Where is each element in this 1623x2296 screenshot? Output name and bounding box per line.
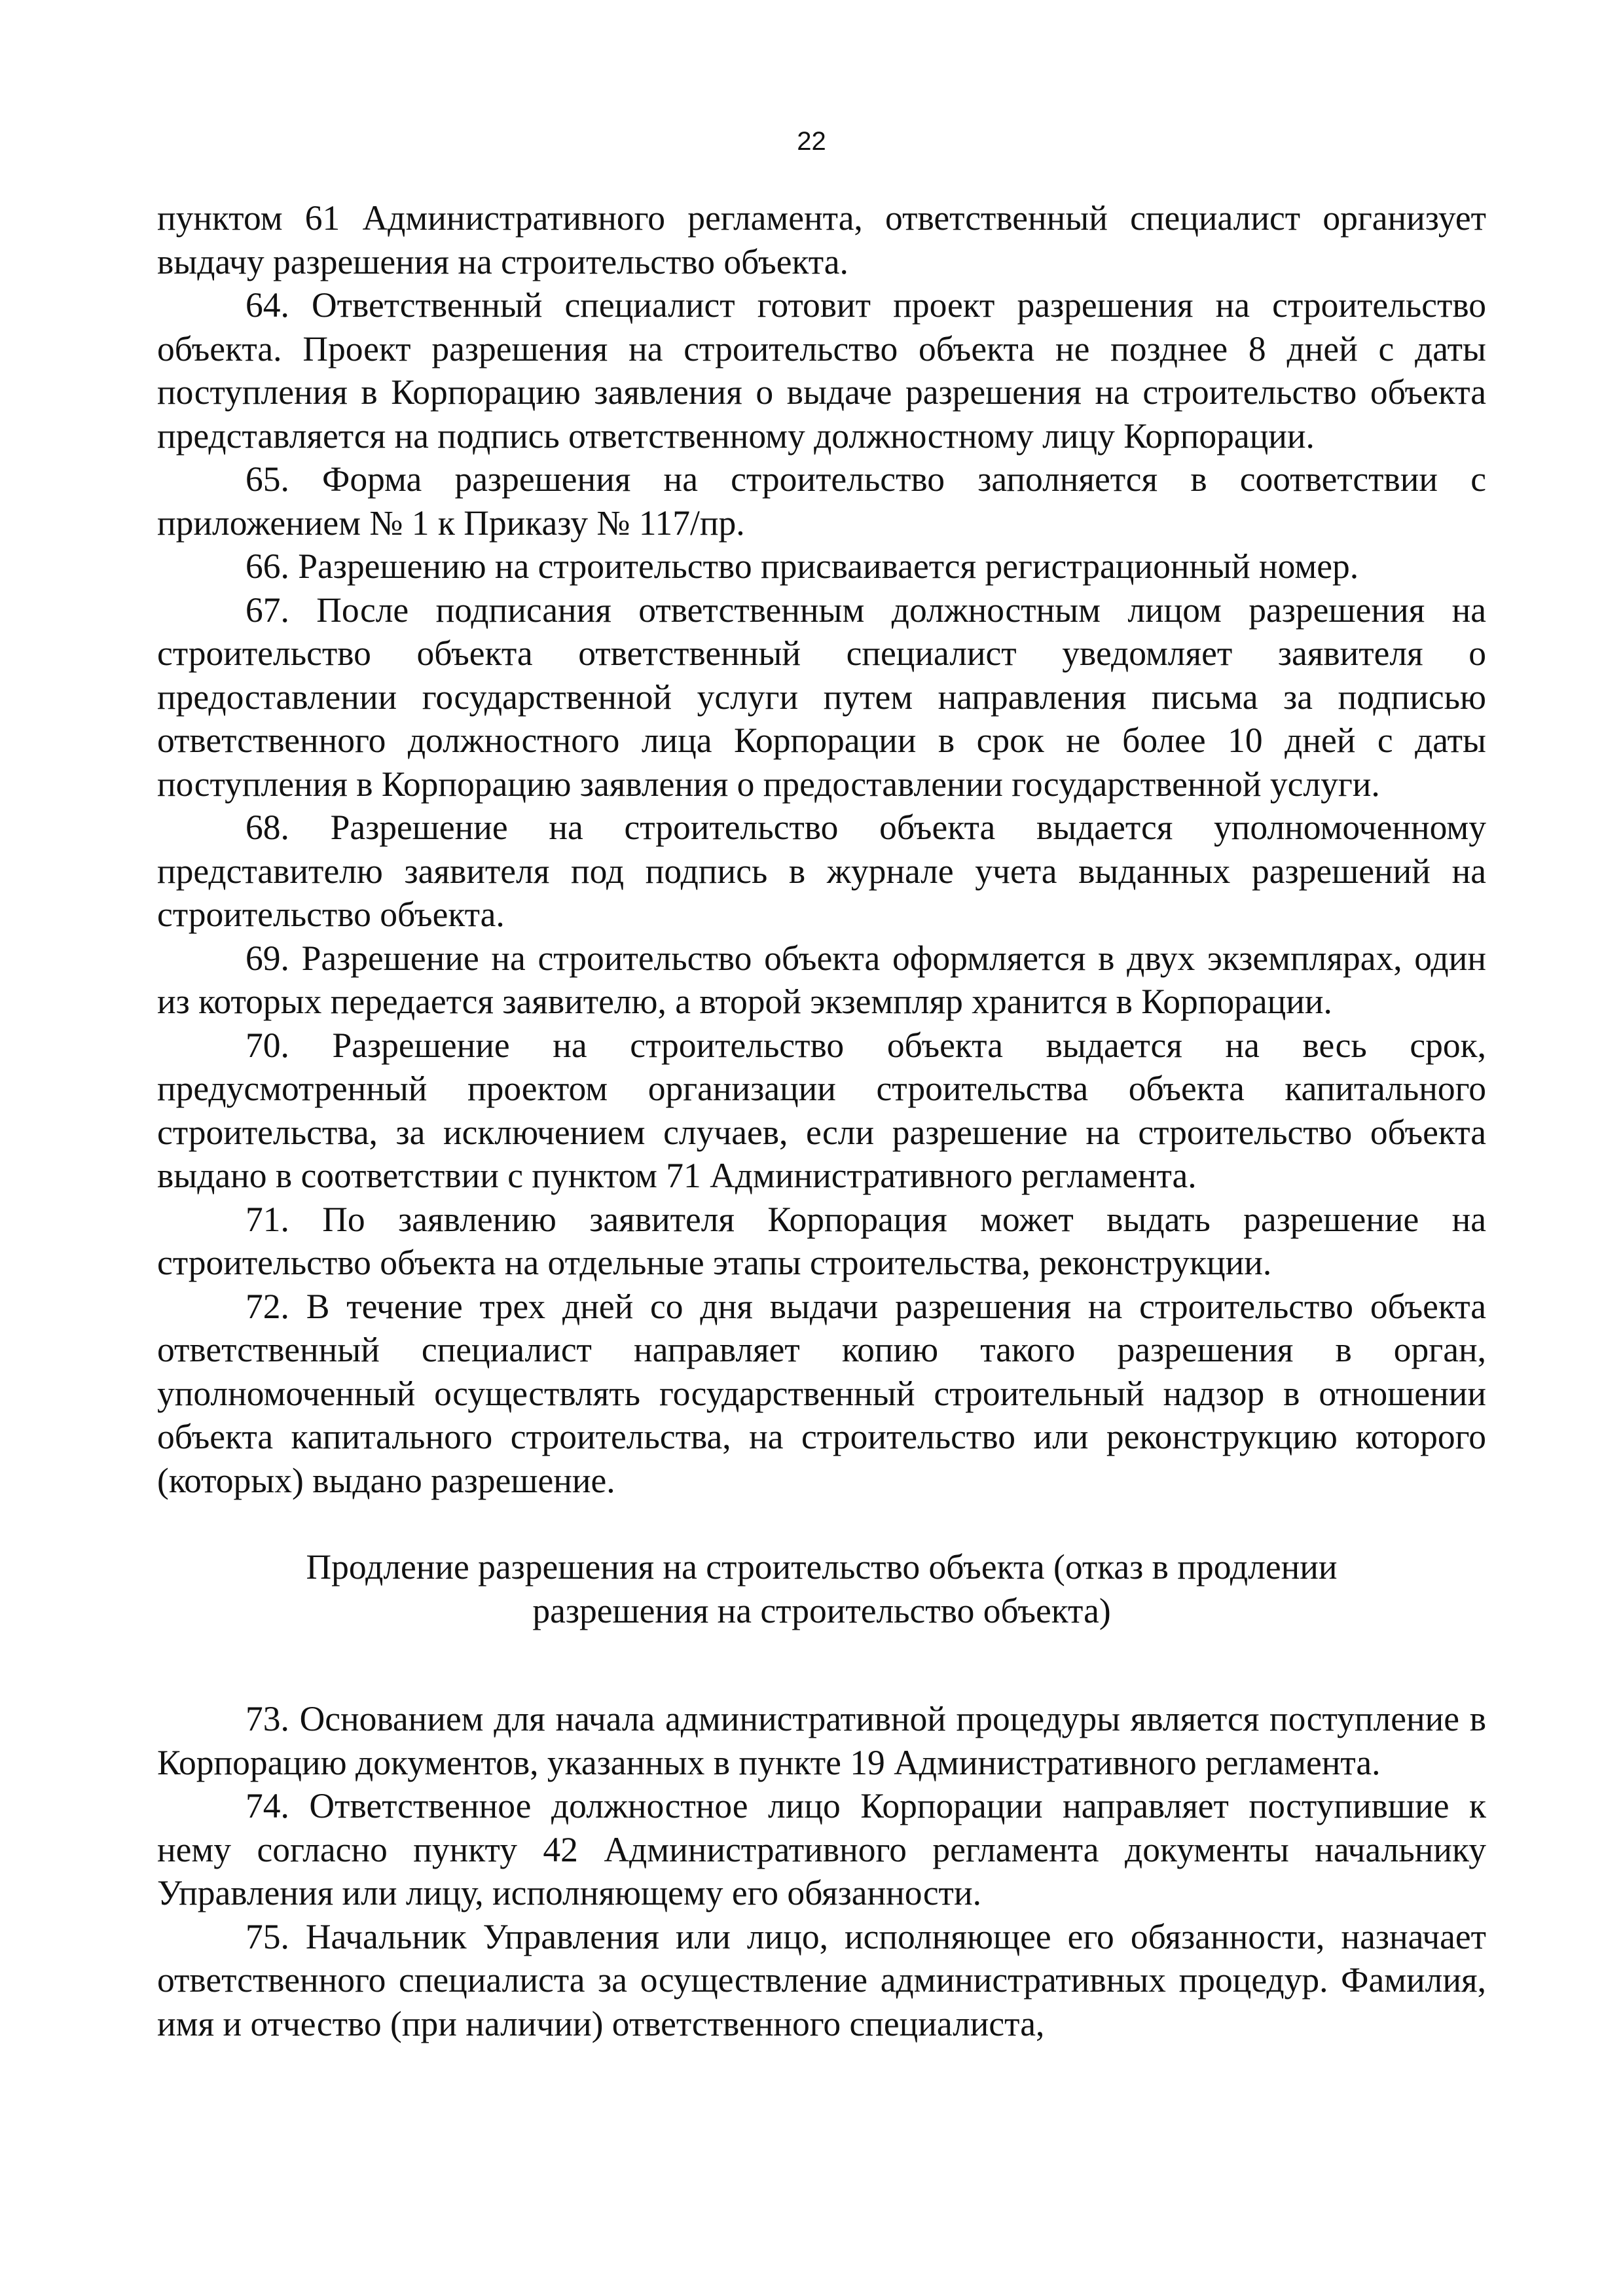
paragraph-64: 64. Ответственный специалист готовит проект разрешения на строительство объекта. Проект разрешения на строительство объекта не позднее 8 дней с даты поступления в Корпорацию заявления о выдаче разрешения на строительство объекта представляется на подпись ответственному должностному лицу Корпорации. (157, 285, 1486, 456)
section-heading-line-1: Продление разрешения на строительство объекта (отказ в продлении (306, 1547, 1338, 1587)
paragraph-75: 75. Начальник Управления или лицо, исполняющее его обязанности, назначает ответственного специалиста за осуществление административных процедур. Фамилия, имя и отчество (при наличии) ответственного специалиста, (157, 1916, 1486, 2043)
section-heading-line-2: разрешения на строительство объекта) (532, 1590, 1111, 1630)
document-body (157, 196, 1486, 2045)
paragraph-68: 68. Разрешение на строительство объекта выдается уполномоченному представителю заявителя под подпись в журнале учета выданных разрешений на строительство объекта. (157, 808, 1486, 934)
page-number: 22 (797, 127, 826, 156)
paragraph-70: 70. Разрешение на строительство объекта выдается на весь срок, предусмотренный проектом организации строительства объекта капитального строительства, за исключением случаев, если разрешение на строительство объекта выдано в соответствии с пунктом 71 Административного регламента. (157, 1025, 1486, 1195)
paragraph-74: 74. Ответственное должностное лицо Корпорации направляет поступившие к нему согласно пункту 42 Административного регламента документы начальнику Управления или лицу, исполняющему его обязанности. (157, 1786, 1486, 1912)
paragraph-66: 66. Разрешению на строительство присваивается регистрационный номер. (246, 547, 1359, 586)
paragraph-continuation: пунктом 61 Административного регламента, ответственный специалист организует выдачу разрешения на строительство объекта. (157, 198, 1486, 281)
paragraph-67: 67. После подписания ответственным должностным лицом разрешения на строительство объекта ответственный специалист уведомляет заявителя о предоставлении государственной услуги путем направления письма за подписью ответственного должностного лица Корпорации в срок не более 10 дней с даты поступления в Корпорацию заявления о предоставлении государственной услуги. (157, 590, 1486, 804)
paragraph-72: 72. В течение трех дней со дня выдачи разрешения на строительство объекта ответственный специалист направляет копию такого разрешения в орган, уполномоченный осуществлять государственный строительный надзор в отношении объекта капитального строительства, на строительство или реконструкцию которого (которых) выдано разрешение. (157, 1286, 1486, 1500)
paragraph-71: 71. По заявлению заявителя Корпорация может выдать разрешение на строительство объекта на отдельные этапы строительства, реконструкции. (157, 1199, 1486, 1282)
paragraph-65: 65. Форма разрешения на строительство заполняется в соответствии с приложением № 1 к Приказу № 117/пр. (157, 459, 1486, 543)
paragraph-73: 73. Основанием для начала административной процедуры является поступление в Корпорацию документов, указанных в пункте 19 Административного регламента. (157, 1699, 1486, 1782)
paragraph-69: 69. Разрешение на строительство объекта оформляется в двух экземплярах, один из которых передается заявителю, а второй экземпляр хранится в Корпорации. (157, 938, 1486, 1021)
section-heading (157, 1545, 1486, 1632)
